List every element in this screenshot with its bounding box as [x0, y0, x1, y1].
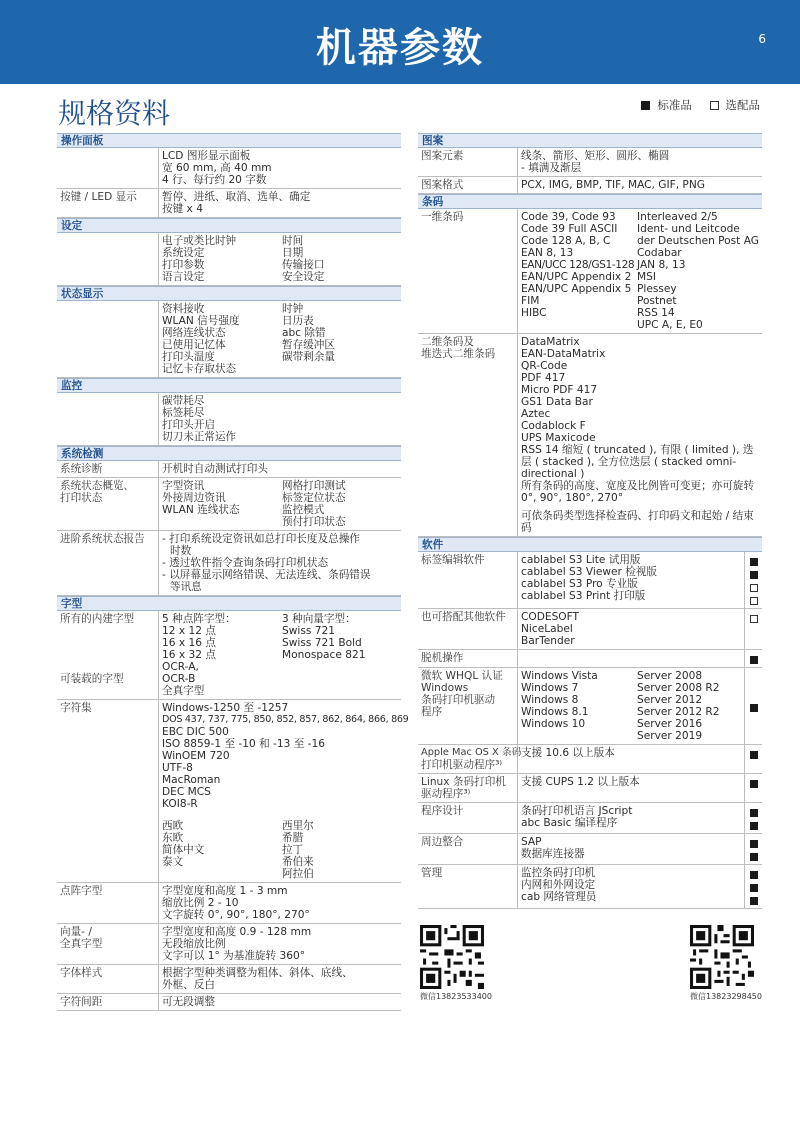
table-row: 向量- / 全真字型 字型宽度和高度 0.9 - 128 mm 无段缩放比例 文字可以 1° 为基准旋转 360°: [57, 924, 401, 965]
left-spec-table: [57, 133, 409, 1011]
table-row: 图案格式 PCX, IMG, BMP, TIF, MAC, GIF, PNG: [418, 177, 762, 194]
optional-square-icon: [750, 597, 758, 605]
qr-code-left: [420, 925, 484, 989]
standard-square-icon: [750, 704, 758, 712]
section-head-monitor: 监控: [57, 378, 401, 393]
table-row: 图案元素 线条、箭形、矩形、圆形、椭圆 - 填满及渐层: [418, 148, 762, 177]
page-number: 6: [758, 32, 766, 46]
optional-square-icon: [710, 101, 719, 110]
table-row: 系统状态概览、 打印状态 字型资讯 外接周边资讯 WLAN 连线状态 网格打印测试 标签定位状态 监控模式 预付打印状态: [57, 478, 401, 531]
table-row: 进阶系统状态报告 - 打印系统设定资讯如总打印长度及总操作 时数 - 透过软件指令查询条码打印机状态 - 以屏幕显示网络错误、无法连线、条码错误 等讯息: [57, 531, 401, 596]
table-row: Apple Mac OS X 条码 打印机驱动程序³⁾ 支援 10.6 以上版本: [418, 745, 762, 774]
table-row: 标签编辑软件 cablabel S3 Lite 试用版 cablabel S3 Viewer 检视版 cablabel S3 Pro 专业版 cablabel S3 Print 打印版: [418, 552, 762, 609]
section-head-operation: 操作面板: [57, 133, 401, 148]
standard-square-icon: [750, 840, 758, 848]
section-head-graphics: 图案: [418, 133, 762, 148]
standard-square-icon: [750, 571, 758, 579]
legend-standard: 标准品: [657, 98, 692, 112]
table-row: 按键 / LED 显示 暂停、进纸、取消、选单、确定 按键 x 4: [57, 189, 401, 218]
page-title: 机器参数: [316, 25, 484, 71]
optional-square-icon: [750, 584, 758, 592]
table-row: 微软 WHQL 认证 Windows 条码打印机驱动 程序 Windows Vista Windows 7 Windows 8 Windows 8.1 Windows 10 Server 2008 Server 2008 R2 Server 2012 Server 2012 R2 Server 2016 Server 2019: [418, 668, 762, 745]
optional-square-icon: [750, 615, 758, 623]
legend: [637, 97, 760, 113]
standard-square-icon: [750, 871, 758, 879]
table-row: 字符集 Windows-1250 至 -1257 DOS 437, 737, 775, 850, 852, 857, 862, 864, 866, 869 EBC DIC 500 ISO 8859-1 至 -10 和 -13 至 -16 WinOEM 720 UTF-8 MacRoman DEC MCS KOI8-R 西欧 东欧 简体中文 泰文 西里尔 希腊 拉丁 希伯来 阿拉伯: [57, 700, 401, 883]
section-head-settings: 设定: [57, 218, 401, 233]
table-row: 碳带耗尽 标签耗尽 打印头开启 切刀未正常运作: [57, 393, 401, 446]
table-row: 电子或类比时钟 系统设定 打印参数 语言设定 时间 日期 传输接口 安全设定: [57, 233, 401, 286]
section-head-diagnostics: 系统检测: [57, 446, 401, 461]
table-row: 所有的内建字型 可装载的字型 5 种点阵字型： 12 x 12 点 16 x 16 点 16 x 32 点 OCR-A, OCR-B 全真字型 3 种向量字型： Swiss 721 Swiss 721 Bold Monospace 821: [57, 611, 401, 700]
standard-square-icon: [750, 853, 758, 861]
table-row: 也可搭配其他软件 CODESOFT NiceLabel BarTender: [418, 609, 762, 650]
table-row: 脱机操作: [418, 650, 762, 668]
section-head-software: 软件: [418, 537, 762, 552]
section-title: 规格资料: [58, 97, 171, 130]
standard-square-icon: [750, 897, 758, 905]
standard-square-icon: [750, 558, 758, 566]
table-row: LCD 图形显示面板 宽 60 mm, 高 40 mm 4 行、每行约 20 字数: [57, 148, 401, 189]
legend-optional: 选配品: [725, 98, 760, 112]
table-row: 系统诊断 开机时自动测试打印头: [57, 461, 401, 478]
section-head-status: 状态显示: [57, 286, 401, 301]
table-row: 字符间距 可无段调整: [57, 994, 401, 1011]
table-row: 二维条码及 堆迭式二维条码 DataMatrix EAN-DataMatrix QR-Code PDF 417 Micro PDF 417 GS1 Data Bar Aztec Codablock F UPS Maxicode RSS 14 缩短 ( truncated ), 有限 ( limited ), 迭层 ( stacked ), 全方位迭层 ( stacked omni-directional ) 所有条码的高度、宽度及比例皆可变更；亦可旋转 0°, 90°, 180°, 270° 可依条码类型选择检查码、打印码文和起始 / 结束码: [418, 334, 762, 537]
standard-square-icon: [750, 884, 758, 892]
table-row: 管理 监控条码打印机 内网和外网设定 cab 网络管理员: [418, 865, 762, 909]
table-row: 周边整合 SAP 数据库连接器: [418, 834, 762, 865]
qr-code-right: [690, 925, 754, 989]
standard-square-icon: [750, 780, 758, 788]
section-head-barcodes: 条码: [418, 194, 762, 209]
table-row: 资料接收 WLAN 信号强度 网络连线状态 已使用记忆体 打印头温度 记忆卡存取状态 时钟 日历表 abc 除错 暂存缓冲区 碳带剩余量: [57, 301, 401, 378]
standard-square-icon: [750, 809, 758, 817]
standard-square-icon: [750, 751, 758, 759]
standard-square-icon: [750, 822, 758, 830]
table-row: 字体样式 根据字型种类调整为粗体、斜体、底线、 外框、反白: [57, 965, 401, 994]
right-spec-table: [418, 133, 762, 909]
section-head-fonts: 字型: [57, 596, 401, 611]
standard-square-icon: [641, 101, 650, 110]
table-row: Linux 条码打印机 驱动程序³⁾ 支援 CUPS 1.2 以上版本: [418, 774, 762, 803]
qr-caption-right: 微信13823298450: [690, 992, 762, 1001]
table-row: 一维条码 Code 39, Code 93 Code 39 Full ASCII Code 128 A, B, C EAN 8, 13 EAN/UCC 128/GS1-128 EAN/UPC Appendix 2 EAN/UPC Appendix 5 FIM HIBC Interleaved 2/5 Ident- und Leitcode der Deutschen Post AG Codabar JAN 8, 13 MSI Plessey Postnet RSS 14 UPC A, E, E0: [418, 209, 762, 334]
qr-caption-left: 微信13823533400: [420, 992, 492, 1001]
table-row: 点阵字型 字型宽度和高度 1 - 3 mm 缩放比例 2 - 10 文字旋转 0°, 90°, 180°, 270°: [57, 883, 401, 924]
table-row: 程序设计 条码打印机语言 JScript abc Basic 编译程序: [418, 803, 762, 834]
standard-square-icon: [750, 656, 758, 664]
